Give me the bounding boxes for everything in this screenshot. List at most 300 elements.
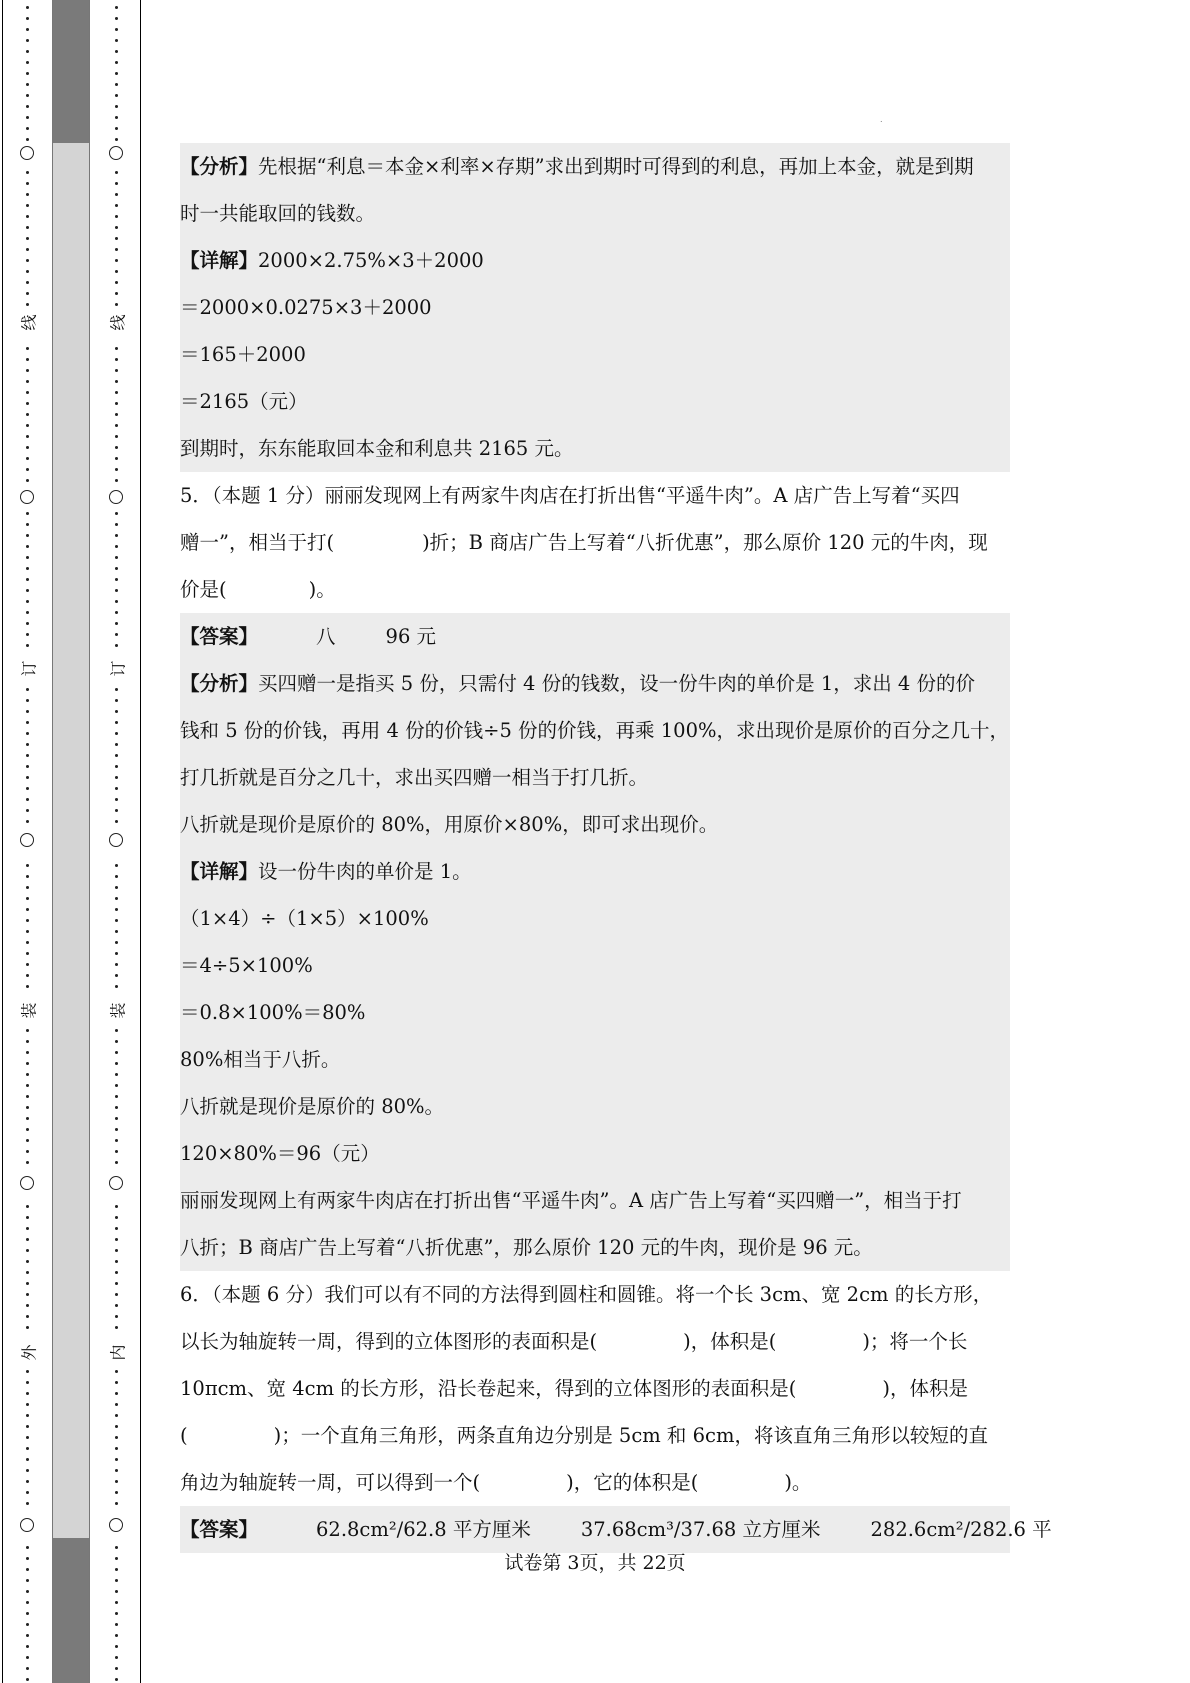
strip-bottom-block (53, 1538, 89, 1683)
margin-dot (26, 1447, 29, 1450)
margin-dot (26, 578, 29, 581)
margin-dot (26, 1315, 29, 1318)
margin-dot (26, 1084, 29, 1087)
margin-dot (115, 1106, 118, 1109)
margin-dot (115, 1502, 118, 1505)
margin-dot (115, 248, 118, 251)
margin-label: 外 (17, 1343, 40, 1363)
margin-dot (26, 1425, 29, 1428)
margin-dot (115, 512, 118, 515)
margin-dot (26, 600, 29, 603)
margin-dot (26, 512, 29, 515)
answer-tag: 【答案】 (180, 1518, 259, 1541)
question-line (180, 1365, 1010, 1412)
margin-dot (115, 182, 118, 185)
margin-circle (20, 1176, 34, 1190)
answer-value: 62.8cm²/62.8 平方厘米 (316, 1518, 531, 1541)
margin-dot (115, 105, 118, 108)
margin-dot (115, 1029, 118, 1032)
margin-dot (26, 1238, 29, 1241)
margin-dot (26, 611, 29, 614)
margin-dot (26, 633, 29, 636)
detail-line (180, 237, 1010, 284)
margin-dot (26, 270, 29, 273)
question-text: ( (180, 1424, 188, 1447)
margin-dot (115, 1205, 118, 1208)
margin-dot (26, 743, 29, 746)
margin-dot (26, 1282, 29, 1285)
margin-dot (115, 6, 118, 9)
margin-dot (115, 787, 118, 790)
margin-dot (26, 1546, 29, 1549)
margin-dot (26, 1436, 29, 1439)
detail-line: ＝165＋2000 (180, 343, 306, 366)
margin-dot (26, 28, 29, 31)
margin-dot (26, 391, 29, 394)
margin-dot (26, 72, 29, 75)
margin-circle (109, 833, 123, 847)
margin-dot (115, 1084, 118, 1087)
margin-dot (115, 1480, 118, 1483)
margin-dot (115, 1293, 118, 1296)
margin-dot (115, 1150, 118, 1153)
margin-dot (115, 259, 118, 262)
margin-dot (26, 281, 29, 284)
analysis-line: 钱和 5 份的价钱，再用 4 份的价钱÷5 份的价钱，再乘 100%，求出现价是原价的百分之几十， (180, 719, 1009, 742)
margin-dot (115, 985, 118, 988)
margin-dot (115, 1073, 118, 1076)
margin-dot (115, 1458, 118, 1461)
margin-dot (26, 897, 29, 900)
margin-dot (26, 259, 29, 262)
margin-dot (115, 1634, 118, 1637)
question-text: )，它的体积是( (566, 1471, 699, 1494)
margin-dot (115, 424, 118, 427)
margin-dot (115, 1095, 118, 1098)
margin-dot (26, 1304, 29, 1307)
margin-dot (26, 1601, 29, 1604)
margin-dot (115, 1623, 118, 1626)
margin-dot (26, 1491, 29, 1494)
margin-dot (115, 721, 118, 724)
margin-dot (115, 1436, 118, 1439)
margin-dot (115, 94, 118, 97)
margin-circle (20, 1518, 34, 1532)
detail-text: 2000×2.75%×3＋2000 (258, 249, 484, 272)
margin-dot (115, 644, 118, 647)
margin-dot (26, 1612, 29, 1615)
margin-dot (115, 457, 118, 460)
margin-dot (26, 1623, 29, 1626)
question-text: )。 (784, 1471, 812, 1494)
margin-dot (115, 1557, 118, 1560)
margin-dot (26, 589, 29, 592)
margin-dot (26, 710, 29, 713)
margin-dot (26, 776, 29, 779)
margin-dot (115, 1326, 118, 1329)
margin-dot (26, 1381, 29, 1384)
margin-label: 装 (17, 1001, 40, 1021)
margin-dot (115, 446, 118, 449)
margin-dot (26, 182, 29, 185)
margin-dot (26, 534, 29, 537)
question-line (180, 566, 1010, 613)
margin-dot (26, 1414, 29, 1417)
margin-dot (26, 424, 29, 427)
margin-dot (115, 633, 118, 636)
analysis-line: 八折就是现价是原价的 80%，用原价×80%，即可求出现价。 (180, 813, 719, 836)
margin-dot (26, 754, 29, 757)
margin-dot (115, 589, 118, 592)
margin-dot (26, 1128, 29, 1131)
margin-dot (115, 479, 118, 482)
margin-dot (26, 1040, 29, 1043)
margin-dot (115, 578, 118, 581)
margin-dot (26, 1590, 29, 1593)
question-text: 角边为轴旋转一周，可以得到一个( (180, 1471, 481, 1494)
margin-dot (26, 1271, 29, 1274)
margin-dot (26, 952, 29, 955)
answer-line (180, 613, 1010, 660)
margin-dot (115, 435, 118, 438)
detail-line: ＝2165（元） (180, 390, 308, 413)
margin-dot (26, 1392, 29, 1395)
margin-dot (115, 1469, 118, 1472)
margin-dot (26, 787, 29, 790)
margin-dot (115, 1282, 118, 1285)
margin-dot (26, 1568, 29, 1571)
margin-dot (26, 1161, 29, 1164)
margin-dot (115, 17, 118, 20)
margin-label: 线 (106, 313, 129, 333)
detail-line: （1×4）÷（1×5）×100% (180, 907, 429, 930)
question-line (180, 519, 1010, 566)
margin-dot (115, 193, 118, 196)
conclusion-line: 丽丽发现网上有两家牛肉店在打折出售“平遥牛肉”。A 店广告上写着“买四赠一”，相当于打 (180, 1189, 962, 1212)
margin-dot (115, 600, 118, 603)
margin-dot (115, 1238, 118, 1241)
margin-dot (115, 1645, 118, 1648)
margin-dot (115, 886, 118, 889)
margin-dot (115, 864, 118, 867)
answer-tag: 【答案】 (180, 625, 259, 648)
margin-dot (26, 1205, 29, 1208)
binding-margin-outer (0, 0, 52, 1683)
margin-dot (26, 1150, 29, 1153)
question-text: )折；B 商店广告上写着“八折优惠”，那么原价 120 元的牛肉，现 (422, 531, 988, 554)
margin-dot (115, 688, 118, 691)
margin-dot (26, 380, 29, 383)
margin-dot (26, 50, 29, 53)
outer-dotted-line (18, 0, 38, 1683)
margin-dot (26, 1634, 29, 1637)
margin-circle (109, 146, 123, 160)
margin-dot (115, 1370, 118, 1373)
margin-dot (115, 545, 118, 548)
margin-dot (26, 138, 29, 141)
margin-dot (115, 116, 118, 119)
margin-dot (115, 1260, 118, 1263)
detail-line: 80%相当于八折。 (180, 1048, 341, 1071)
margin-dot (26, 721, 29, 724)
question-line: 6．（本题 6 分）我们可以有不同的方法得到圆柱和圆锥。将一个长 3cm、宽 2cm 的长方形， (180, 1283, 993, 1306)
margin-dot (26, 864, 29, 867)
margin-dot (115, 930, 118, 933)
margin-dot (26, 369, 29, 372)
margin-dot (26, 1293, 29, 1296)
analysis-text: 先根据“利息＝本金×利率×存期”求出到期时可得到的利息，再加上本金，就是到期 (258, 155, 974, 178)
margin-dot (26, 479, 29, 482)
margin-label: 线 (17, 313, 40, 333)
margin-dot (115, 413, 118, 416)
margin-dot (115, 1568, 118, 1571)
margin-dot (115, 347, 118, 350)
document-body (180, 143, 1052, 1553)
margin-dot (26, 798, 29, 801)
margin-dot (26, 985, 29, 988)
margin-dot (115, 1117, 118, 1120)
margin-dot (26, 1469, 29, 1472)
detail-line: 八折就是现价是原价的 80%。 (180, 1095, 445, 1118)
margin-dot (26, 1557, 29, 1560)
margin-dot (26, 1051, 29, 1054)
detail-tag: 【详解】 (180, 249, 259, 272)
analysis-text: 买四赠一是指买 5 份，只需付 4 份的钱数，设一份牛肉的单价是 1，求出 4 份的价 (258, 672, 976, 695)
margin-dot (115, 369, 118, 372)
margin-dot (115, 754, 118, 757)
margin-dot (26, 1370, 29, 1373)
margin-dot (115, 226, 118, 229)
margin-label: 装 (106, 1001, 129, 1021)
margin-dot (115, 127, 118, 130)
margin-border-line (2, 0, 3, 1683)
margin-dot (115, 1612, 118, 1615)
page-footer: 试卷第 3页，共 22页 (504, 1552, 686, 1574)
analysis-line: 时一共能取回的钱数。 (180, 202, 376, 225)
margin-dot (115, 1381, 118, 1384)
margin-dot (26, 1106, 29, 1109)
margin-dot (26, 358, 29, 361)
margin-dot (26, 622, 29, 625)
margin-dot (115, 622, 118, 625)
margin-dot (115, 1491, 118, 1494)
margin-dot (115, 1392, 118, 1395)
detail-line: ＝4÷5×100% (180, 954, 313, 977)
detail-line: ＝2000×0.0275×3＋2000 (180, 296, 432, 319)
margin-dot (115, 28, 118, 31)
margin-label: 订 (17, 659, 40, 679)
margin-dot (115, 1315, 118, 1318)
margin-dot (26, 303, 29, 306)
margin-dot (26, 1326, 29, 1329)
conclusion-line: 八折；B 商店广告上写着“八折优惠”，那么原价 120 元的牛肉，现价是 96 元。 (180, 1236, 873, 1259)
margin-dot (115, 1227, 118, 1230)
margin-dot (26, 644, 29, 647)
margin-dot (26, 17, 29, 20)
detail-line: 120×80%＝96（元） (180, 1142, 380, 1165)
margin-dot (26, 215, 29, 218)
margin-dot (115, 1414, 118, 1417)
conclusion-line: 到期时，东东能取回本金和利息共 2165 元。 (180, 437, 574, 460)
margin-dot (115, 358, 118, 361)
margin-dot (26, 347, 29, 350)
answer-value: 八 (316, 625, 336, 648)
margin-dot (115, 402, 118, 405)
margin-dot (115, 204, 118, 207)
answer-value: 37.68cm³/37.68 立方厘米 (580, 1518, 821, 1541)
question-text: 以长为轴旋转一周，得到的立体图形的表面积是( (180, 1330, 598, 1353)
margin-dot (115, 1403, 118, 1406)
analysis-line (180, 660, 1010, 707)
margin-border-line (140, 0, 141, 1683)
margin-dot (26, 545, 29, 548)
answer-value: 96 元 (385, 625, 437, 648)
margin-dot (26, 1480, 29, 1483)
analysis-line: 打几折就是百分之几十，求出买四赠一相当于打几折。 (180, 766, 649, 789)
margin-dot (26, 292, 29, 295)
margin-dot (26, 193, 29, 196)
margin-circle (20, 146, 34, 160)
margin-circle (109, 1518, 123, 1532)
margin-dot (115, 171, 118, 174)
margin-dot (26, 446, 29, 449)
margin-dot (115, 1601, 118, 1604)
margin-dot (115, 963, 118, 966)
question-text: 价是( (180, 578, 227, 601)
margin-dot (115, 809, 118, 812)
detail-line (180, 848, 1010, 895)
margin-dot (115, 908, 118, 911)
margin-dot (26, 1678, 29, 1681)
analysis-line (180, 143, 1010, 190)
margin-dot (26, 919, 29, 922)
margin-dot (26, 1502, 29, 1505)
margin-dot (115, 699, 118, 702)
margin-dot (115, 215, 118, 218)
margin-label: 订 (106, 659, 129, 679)
margin-dot (115, 1062, 118, 1065)
margin-dot (26, 83, 29, 86)
margin-dot (115, 765, 118, 768)
margin-dot (26, 1227, 29, 1230)
margin-dot (26, 930, 29, 933)
margin-dot (26, 435, 29, 438)
margin-dot (26, 1645, 29, 1648)
margin-dot (115, 1161, 118, 1164)
margin-dot (115, 72, 118, 75)
margin-dot (115, 798, 118, 801)
margin-dot (115, 391, 118, 394)
margin-dot (115, 1579, 118, 1582)
margin-dot (26, 1667, 29, 1670)
margin-dot (26, 127, 29, 130)
margin-dot (115, 303, 118, 306)
margin-dot (26, 39, 29, 42)
question-5 (180, 472, 1010, 613)
margin-dot (115, 952, 118, 955)
question-line (180, 1459, 1010, 1506)
question-6 (180, 1271, 1010, 1506)
analysis-tag: 【分析】 (180, 672, 259, 695)
analysis-tag: 【分析】 (180, 155, 259, 178)
margin-circle (109, 490, 123, 504)
margin-dot (115, 1304, 118, 1307)
solution-block-q5 (180, 613, 1010, 1271)
margin-dot (115, 875, 118, 878)
margin-dot (26, 886, 29, 889)
margin-dot (115, 1546, 118, 1549)
margin-dot (115, 292, 118, 295)
margin-dot (115, 281, 118, 284)
margin-dot (26, 1073, 29, 1076)
margin-dot (115, 897, 118, 900)
margin-dot (115, 270, 118, 273)
margin-dot (115, 50, 118, 53)
margin-dot (26, 1260, 29, 1263)
margin-dot (115, 941, 118, 944)
margin-dot (26, 248, 29, 251)
margin-dot (26, 1095, 29, 1098)
margin-dot (115, 1425, 118, 1428)
margin-dot (26, 1579, 29, 1582)
margin-dot (115, 534, 118, 537)
margin-dot (26, 237, 29, 240)
margin-dot (26, 875, 29, 878)
question-line (180, 1412, 1010, 1459)
margin-dot (26, 94, 29, 97)
margin-circle (20, 833, 34, 847)
margin-dot (26, 974, 29, 977)
question-line: 5．（本题 1 分）丽丽发现网上有两家牛肉店在打折出售“平遥牛肉”。A 店广告上写着“买四 (180, 484, 960, 507)
margin-dot (26, 468, 29, 471)
margin-dot (115, 567, 118, 570)
margin-dot (26, 567, 29, 570)
margin-dot (26, 204, 29, 207)
margin-dot (26, 908, 29, 911)
margin-dot (115, 1447, 118, 1450)
strip-top-block (53, 0, 89, 143)
margin-dot (115, 611, 118, 614)
margin-dot (115, 1271, 118, 1274)
margin-circle (109, 1176, 123, 1190)
margin-dot (26, 1062, 29, 1065)
solution-block-q4 (180, 143, 1010, 472)
margin-dot (26, 556, 29, 559)
margin-dot (26, 699, 29, 702)
margin-dot (115, 556, 118, 559)
margin-dot (26, 941, 29, 944)
question-line (180, 1318, 1010, 1365)
margin-dot (115, 1678, 118, 1681)
margin-dot (26, 523, 29, 526)
margin-dot (26, 171, 29, 174)
margin-label: 内 (106, 1343, 129, 1363)
margin-dot (26, 61, 29, 64)
margin-dot (115, 1216, 118, 1219)
question-text: )。 (308, 578, 336, 601)
margin-dot (115, 820, 118, 823)
margin-dot (115, 743, 118, 746)
margin-dot (115, 1590, 118, 1593)
margin-dot (115, 61, 118, 64)
question-text: )；将一个长 (862, 1330, 968, 1353)
margin-dot (115, 380, 118, 383)
margin-dot (26, 809, 29, 812)
margin-circle (20, 490, 34, 504)
question-text: )，体积是 (882, 1377, 968, 1400)
margin-dot (115, 1128, 118, 1131)
inner-dotted-line (107, 0, 127, 1683)
